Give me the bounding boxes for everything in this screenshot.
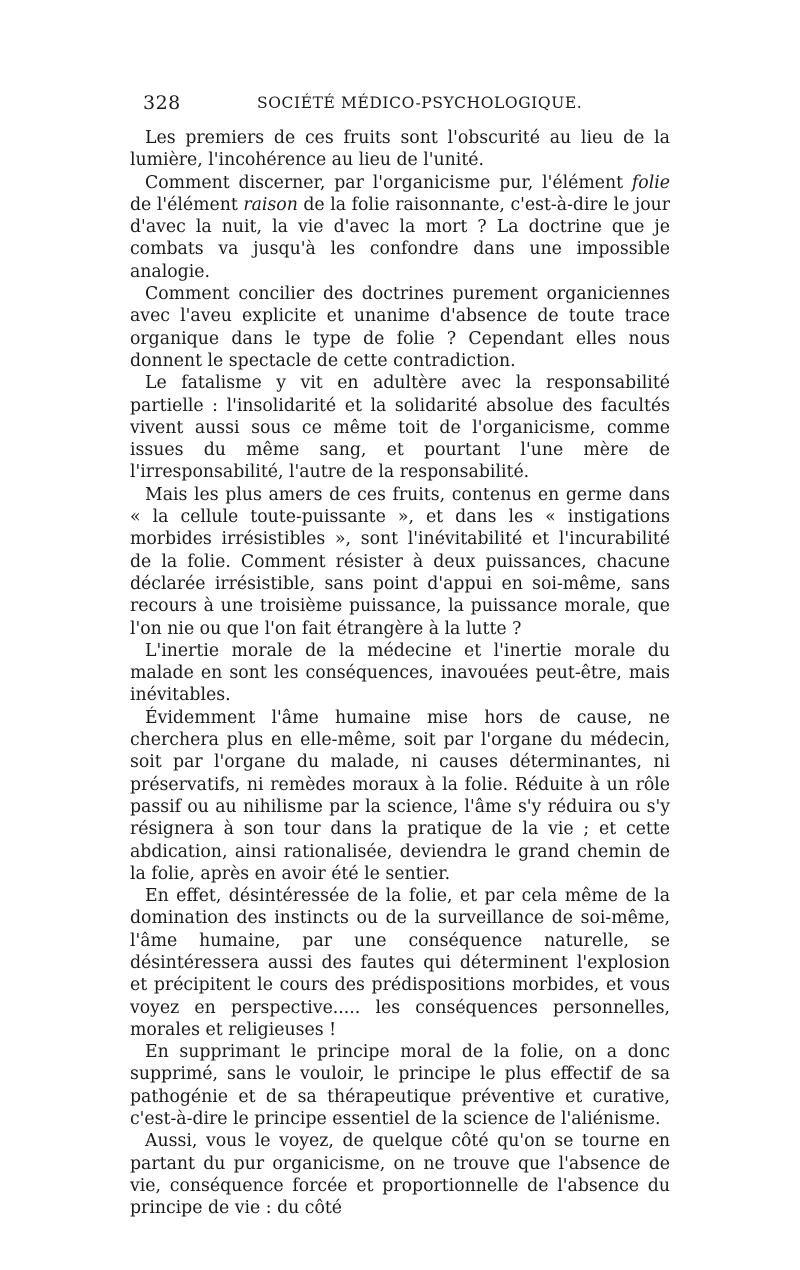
- paragraph: Aussi, vous le voyez, de quelque côté qu'on se tourne en partant du pur organicisme, on ne trouve que l'absence de vie, conséquence forcée et proportionnelle de l'absence du principe de vie : du côté: [130, 1131, 670, 1219]
- text-run: de la folie raisonnante, c'est-à-dire le jour d'avec la nuit, la vie d'avec la mort ? La doctrine que je combats va jusqu'à les confondre dans une impossible analogie.: [130, 194, 670, 282]
- text-run: de l'élément: [130, 194, 244, 215]
- paragraph: L'inertie morale de la médecine et l'inertie morale du malade en sont les conséquences, inavouées peut-être, mais inévitables.: [130, 640, 670, 706]
- body-text: [130, 127, 670, 1220]
- paragraph: [130, 172, 670, 283]
- text-run: Comment discerner, par l'organicisme pur, l'élément: [145, 172, 632, 193]
- paragraph: En supprimant le principe moral de la folie, on a donc supprimé, sans le vouloir, le principe le plus effectif de sa pathogénie et de sa thérapeutique préventive et curative, c'est-à-dire le principe essentiel de la science de l'aliénisme.: [130, 1042, 670, 1130]
- paragraph: Le fatalisme y vit en adultère avec la responsabilité partielle : l'insolidarité et la solidarité absolue des facultés vivent aussi sous ce même toit de l'organicisme, comme issues du même sang, et pourtant l'une mère de l'irresponsabilité, l'autre de la responsabilité.: [130, 373, 670, 483]
- italic-term: raison: [243, 194, 298, 215]
- running-title: SOCIÉTÉ MÉDICO-PSYCHOLOGIQUE.: [257, 94, 583, 112]
- paragraph: Les premiers de ces fruits sont l'obscurité au lieu de la lumière, l'incohérence au lieu de l'unité.: [130, 128, 670, 171]
- running-head: [143, 92, 673, 116]
- paragraph: Évidemment l'âme humaine mise hors de cause, ne cherchera plus en elle-même, soit par l'organe du médecin, soit par l'organe du malade, ni causes déterminantes, ni préservatifs, ni remèdes moraux à la folie. Réduite à un rôle passif ou au nihilisme par la science, l'âme s'y réduira ou s'y résignera à son tour dans la pratique de la vie ; et cette abdication, ainsi rationalisée, deviendra le grand chemin de la folie, après en avoir été le sentier.: [130, 707, 670, 884]
- paragraph: Mais les plus amers de ces fruits, contenus en germe dans « la cellule toute-puissante », et dans les « instigations morbides irrésistibles », sont l'inévitabilité et l'incurabilité de la folie. Comment résister à deux puissances, chacune déclarée irrésistible, sans point d'appui en soi-même, sans recours à une troisième puissance, la puissance morale, que l'on nie ou que l'on fait étrangère à la lutte ?: [130, 484, 670, 639]
- paragraph: En effet, désintéressée de la folie, et par cela même de la domination des instincts ou de la surveillance de soi-même, l'âme humaine, par une conséquence naturelle, se désintéressera aussi des fautes qui déterminent l'explosion et précipitent le cours des prédispositions morbides, et vous voyez en perspective..... les conséquences personnelles, morales et religieuses !: [130, 886, 670, 1040]
- italic-term: folie: [631, 172, 670, 193]
- paragraph: Comment concilier des doctrines purement organiciennes avec l'aveu explicite et unanime d'absence de toute trace organique dans le type de folie ? Cependant elles nous donnent le spectacle de cette contradiction.: [130, 284, 670, 371]
- page-number: 328: [143, 92, 181, 114]
